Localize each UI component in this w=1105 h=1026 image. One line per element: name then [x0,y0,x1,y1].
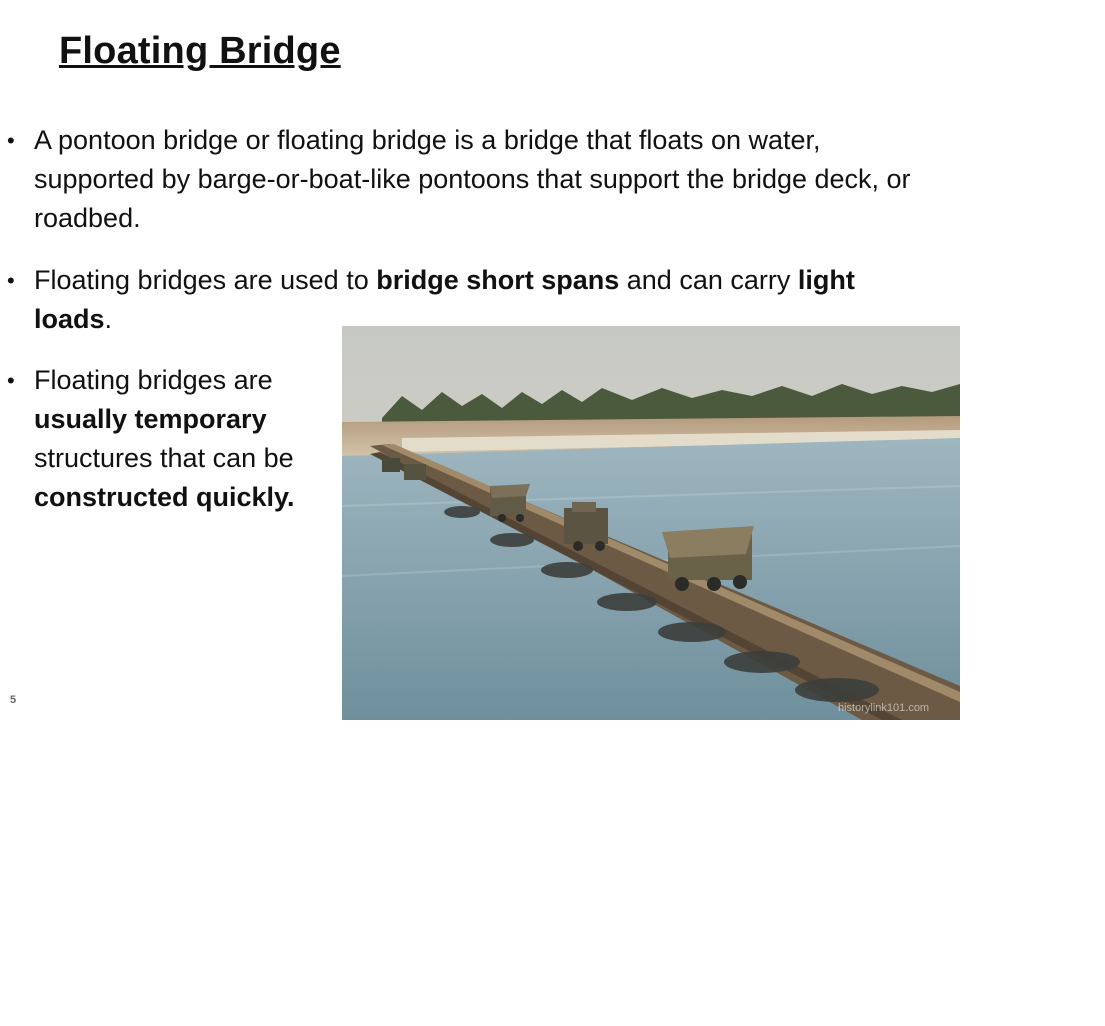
bullet-bold-run: usually temporary [34,404,267,434]
photo-watermark: historylink101.com [838,702,930,714]
bullet-item [7,121,934,238]
bullet-text-run: structures that can be [34,443,294,473]
bullet-text [34,365,295,512]
bullet-text-run: and can carry [619,265,798,295]
photo-source-url: http://www.historylink101.com/ww2_color/WorldWarIIBridges/IMG_1178.html [706,1014,1105,1026]
bullet-text-run: Floating bridges are used to [34,265,377,295]
bullet-bold-run: light loads [34,265,855,334]
bullet-text-run: Floating bridges are [34,365,273,395]
pontoon-bridge-photo [342,326,1105,1026]
bullet-bold-run: bridge short spans [376,265,620,295]
bullet-dot-icon: • [7,268,15,293]
bullet-text-run: A pontoon bridge or floating bridge is a bridge that floats on water, supported by barge-or-boat-like pontoons that support the bridge deck, or roadbed. [34,125,911,233]
slide-number: 5 [10,694,17,706]
bullet-bold-run: constructed quickly. [34,482,295,512]
slide-title: Floating Bridge [59,30,341,72]
bullet-dot-icon: • [7,368,15,393]
bullet-item [7,361,334,517]
bullet-text [34,125,911,233]
bullet-text [34,265,855,334]
bullet-text-run: . [104,304,113,334]
bullet-dot-icon: • [7,128,15,153]
